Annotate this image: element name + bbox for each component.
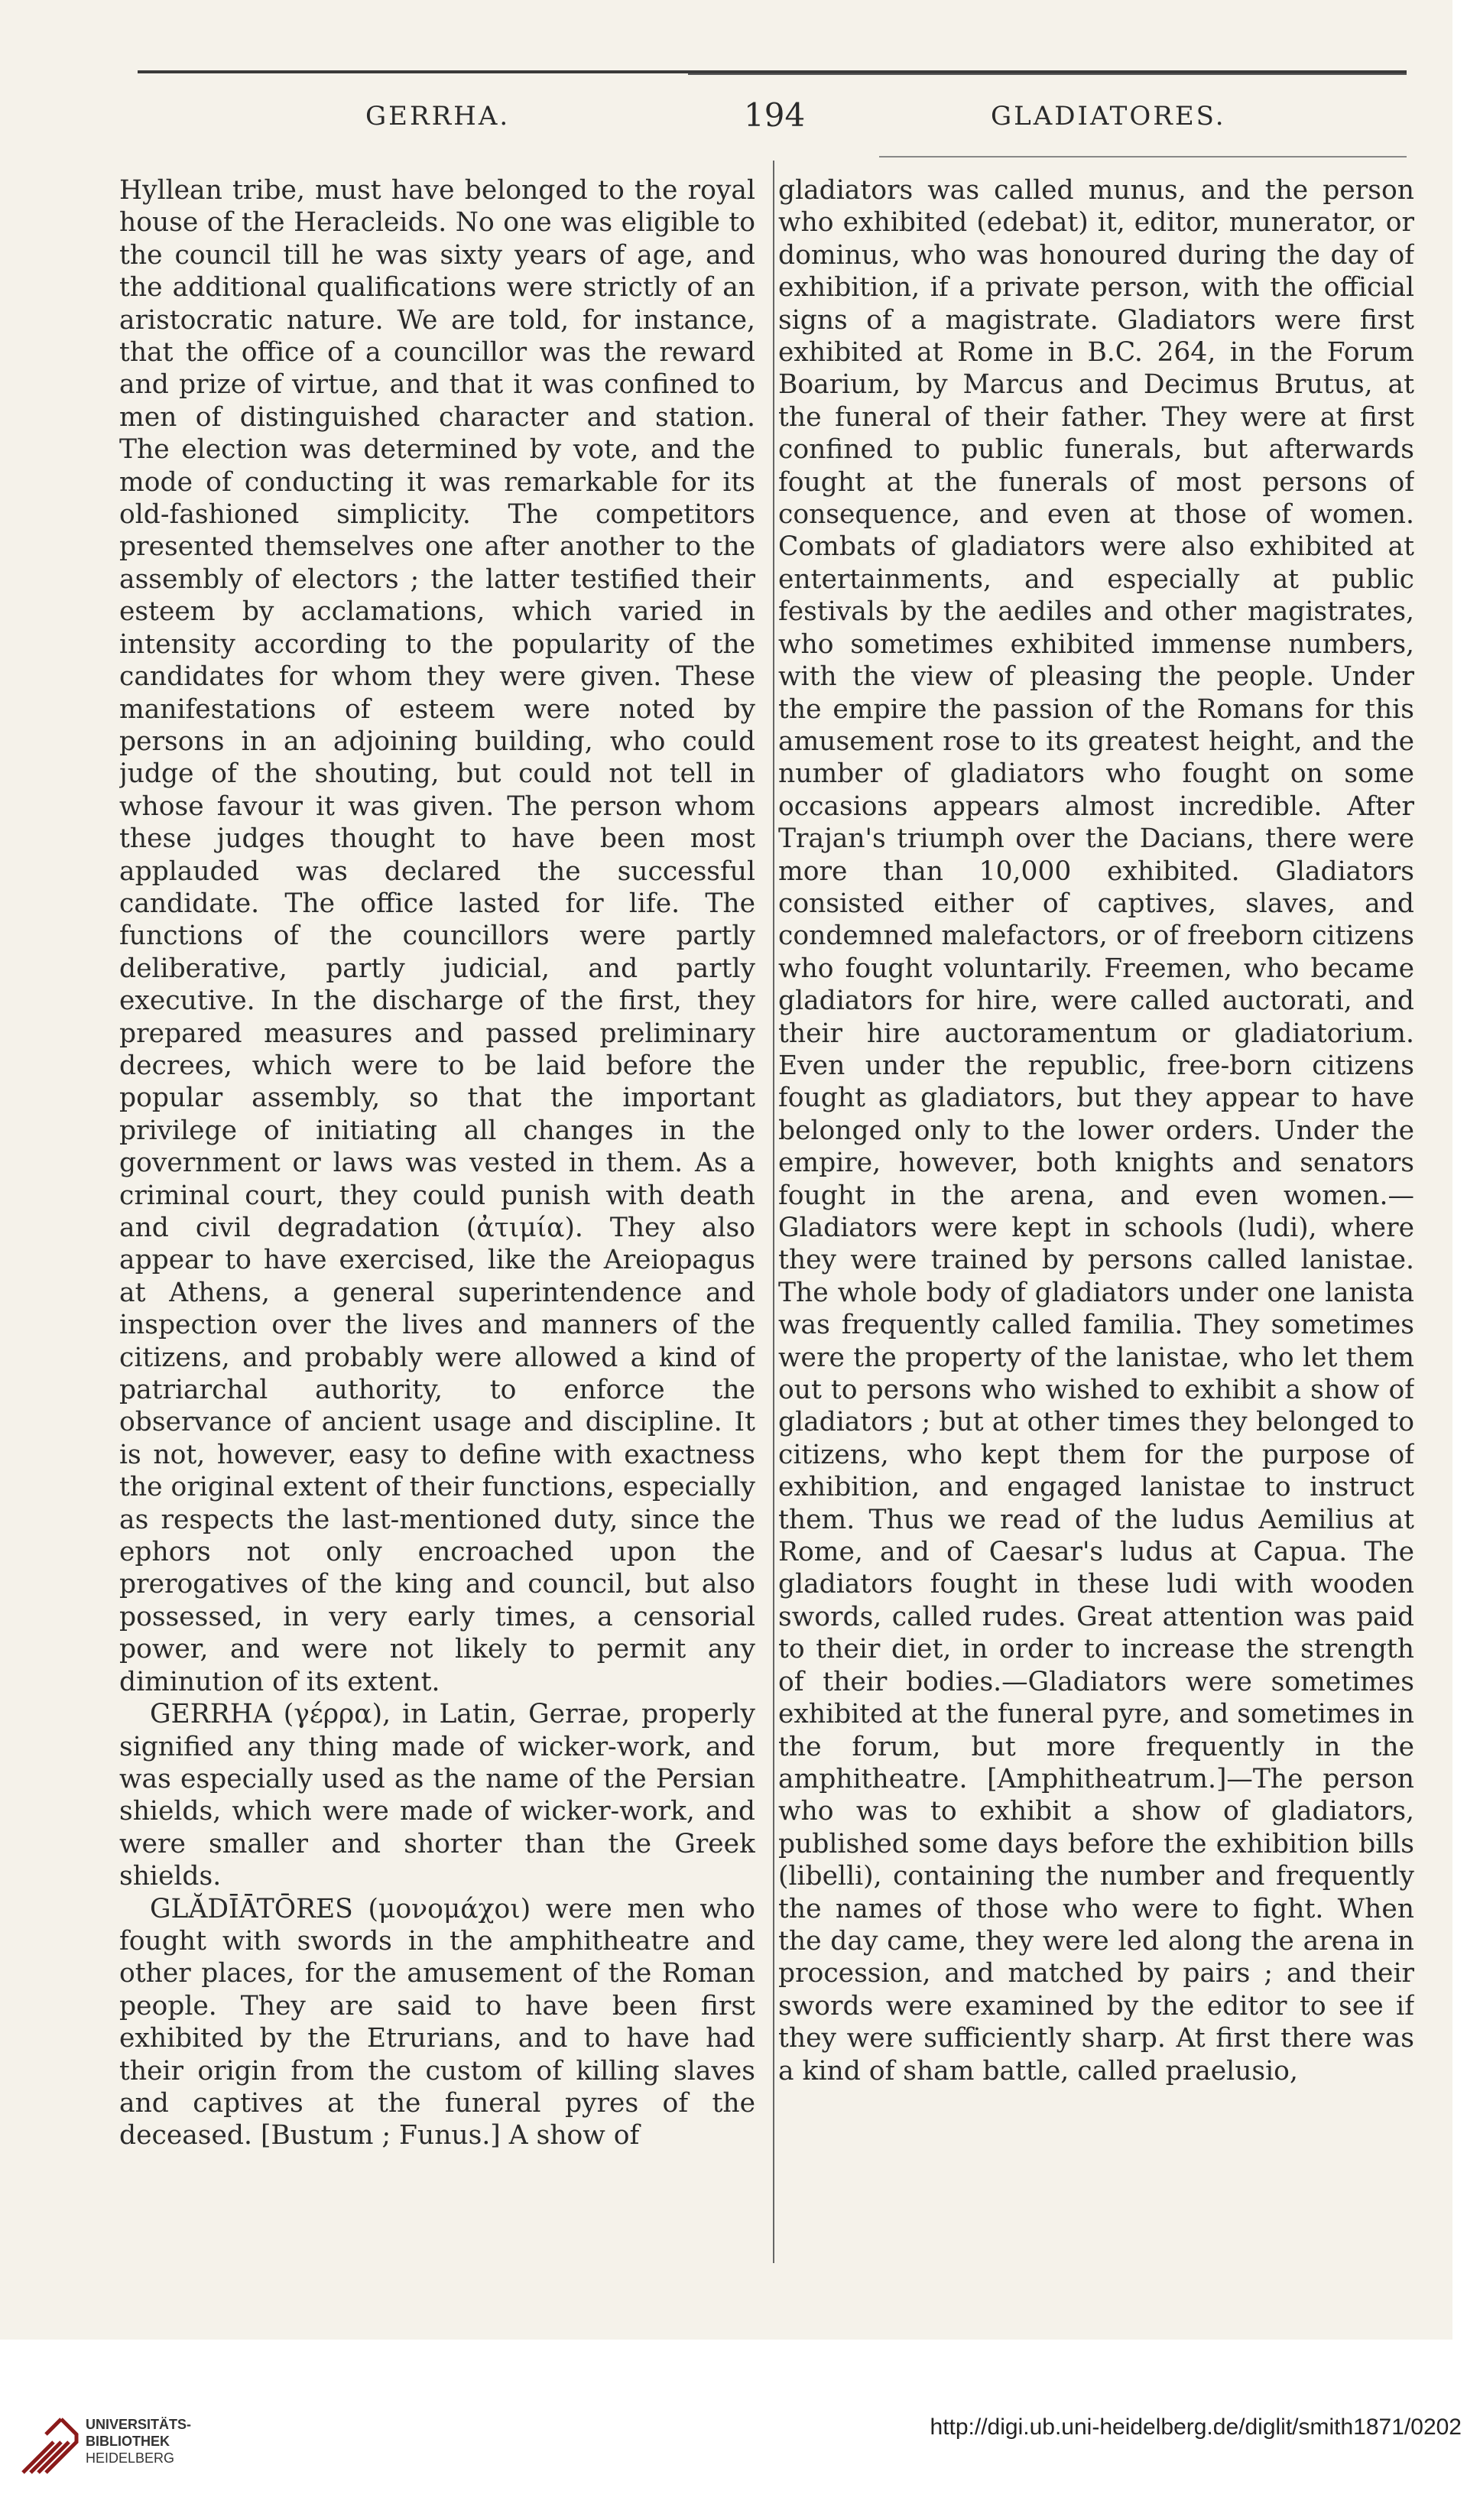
- right-column: [778, 174, 1414, 2269]
- library-line-1: UNIVERSITÄTS-: [86, 2417, 192, 2432]
- library-line-3: HEIDELBERG: [86, 2450, 175, 2466]
- header-underline: [879, 156, 1407, 158]
- top-rule-secondary: [688, 73, 1407, 75]
- library-line-2: BIBLIOTHEK: [86, 2434, 170, 2449]
- paragraph-gerrha: GERRHA (γέρρα), in Latin, Gerrae, properly signified any thing made of wicker-work, and was especially used as the name of the Persian shields, which were made of wicker-work, and were smaller and shorter than the Greek shields.: [119, 1699, 755, 1892]
- header-right-title: GLADIATORES.: [991, 101, 1226, 132]
- paragraph-gladiators-continued: gladiators was called munus, and the person who exhibited (edebat) it, editor, munerator, or dominus, who was honoured during the day of exhibition, if a private person, with the official signs of a magistrate. Gladiators were first exhibited at Rome in B.C. 264, in the Forum Boarium, by Marcus and Decimus Brutus, at the funeral of their father. They were at first confined to public funerals, but afterwards fought at the funerals of most persons of consequence, and even at those of women. Combats of gladiators were also exhibited at entertainments, and especially at public festivals by the aediles and other magistrates, who sometimes exhibited immense numbers, with the view of pleasing the people. Under the empire the passion of the Romans for this amusement rose to its greatest height, and the number of gladiators who fought on some occasions appears almost incredible. After Trajan's triumph over the Dacians, there were more than 10,000 exhibited. Gladiators consisted either of captives, slaves, and condemned malefactors, or of freeborn citizens who fought voluntarily. Freemen, who became gladiators for hire, were called auctorati, and their hire auctoramentum or gladiatorium. Even under the republic, free-born citizens fought as gladiators, but they appear to have belonged only to the lower orders. Under the empire, however, both knights and senators fought in the arena, and even women.—Gladiators were kept in schools (ludi), where they were trained by persons called lanistae. The whole body of gladiators under one lanista was frequently called familia. They sometimes were the property of the lanistae, who let them out to persons who wished to exhibit a show of gladiators ; but at other times they belonged to citizens, who kept them for the purpose of exhibition, and engaged lanistae to instruct them. Thus we read of the ludus Aemilius at Rome, and of Caesar's ludus at Capua. The gladiators fought in these ludi with wooden swords, called rudes. Great attention was paid to their diet, in order to increase the strength of their bodies.—Gladiators were sometimes exhibited at the funeral pyre, and sometimes in the forum, but more frequently in the amphitheatre. [Amphitheatrum.]—The person who was to exhibit a show of gladiators, published some days before the exhibition bills (libelli), containing the number and frequently the names of those who were to fight. When the day came, they were led along the arena in procession, and matched by pairs ; and their swords were examined by the editor to see if they were sufficiently sharp. At first there was a kind of sham battle, called praelusio,: [778, 175, 1414, 2086]
- page-number: 194: [744, 96, 806, 134]
- paragraph-hyllean: Hyllean tribe, must have belonged to the royal house of the Heracleids. No one was eligible to the council till he was sixty years of age, and the additional qualifications were strictly of an aristocratic nature. We are told, for instance, that the office of a councillor was the reward and prize of virtue, and that it was confined to men of distinguished character and station. The election was determined by vote, and the mode of conducting it was remarkable for its old-fashioned simplicity. The competitors presented themselves one after another to the assembly of electors ; the latter testified their esteem by acclamations, which varied in intensity according to the popularity of the candidates for whom they were given. These manifestations of esteem were noted by persons in an adjoining building, who could judge of the shouting, but could not tell in whose favour it was given. The person whom these judges thought to have been most applauded was declared the successful candidate. The office lasted for life. The functions of the councillors were partly deliberative, partly judicial, and partly executive. In the discharge of the first, they prepared measures and passed preliminary decrees, which were to be laid before the popular assembly, so that the important privilege of initiating all changes in the government or laws was vested in them. As a criminal court, they could punish with death and civil degradation (ἀτιμία). They also appear to have exercised, like the Areiopagus at Athens, a general superintendence and inspection over the lives and manners of the citizens, and probably were allowed a kind of patriarchal authority, to enforce the observance of ancient usage and discipline. It is not, however, easy to define with exactness the original extent of their functions, especially as respects the last-mentioned duty, since the ephors not only encroached upon the prerogatives of the king and council, but also possessed, in very early times, a censorial power, and were not likely to permit any diminution of its extent.: [119, 175, 755, 1697]
- source-url-link[interactable]: http://digi.ub.uni-heidelberg.de/diglit/smith1871/0202: [930, 2414, 1462, 2440]
- left-column: [119, 174, 755, 2269]
- library-name: [86, 2416, 191, 2466]
- running-header: [0, 96, 1452, 144]
- column-divider: [773, 161, 774, 2263]
- paragraph-gladiatores: GLĂDĪĀTŌRES (μονομάχοι) were men who fought with swords in the amphitheatre and other places, for the amusement of the Roman people. They are said to have been first exhibited by the Etrurians, and to have had their origin from the custom of killing slaves and captives at the funeral pyres of the deceased. [Bustum ; Funus.] A show of: [119, 1893, 755, 2151]
- header-left-title: GERRHA.: [365, 101, 511, 132]
